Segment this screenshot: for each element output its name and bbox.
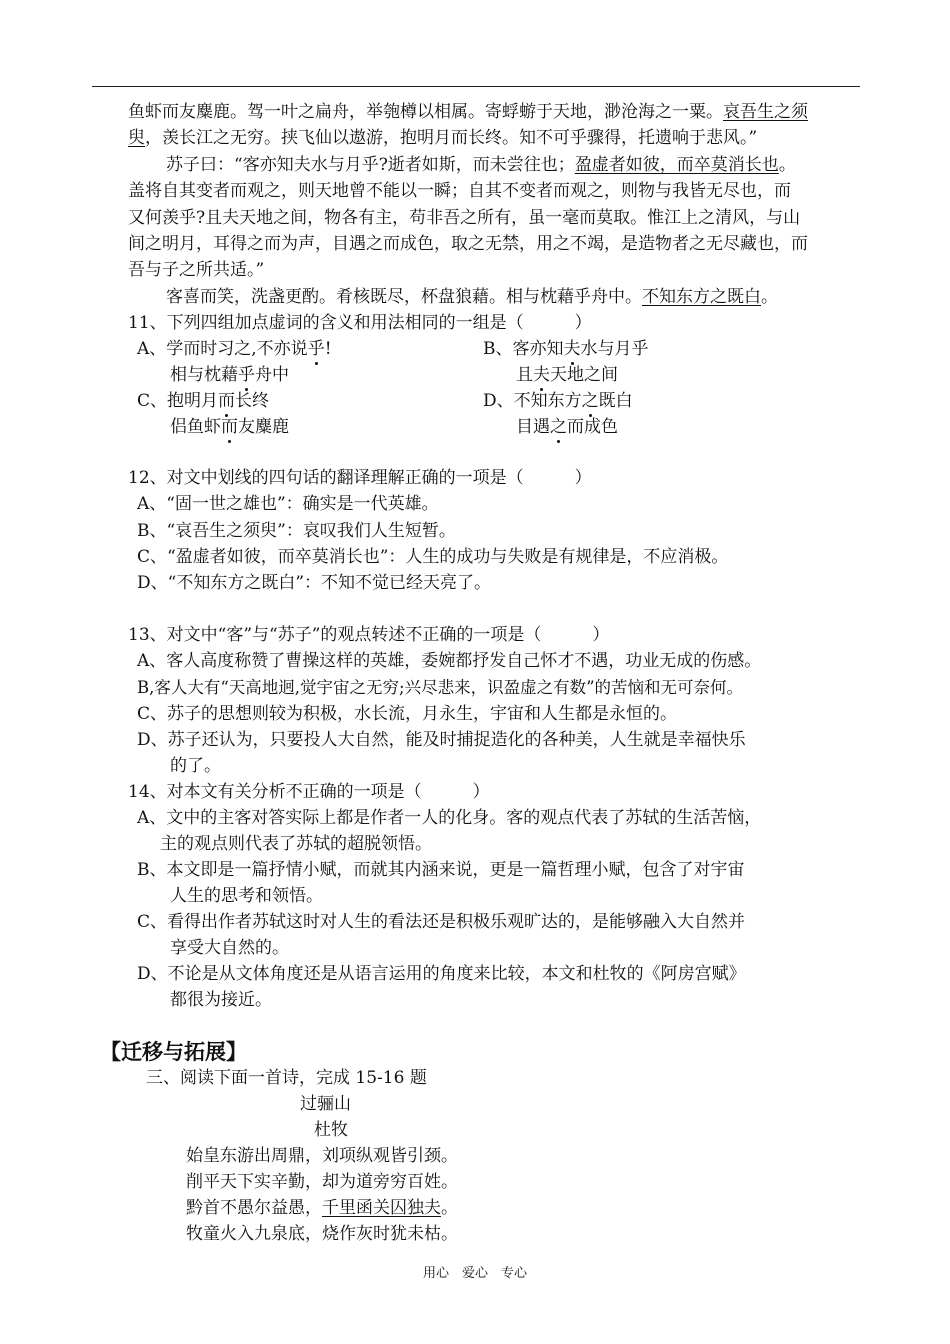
q11-option-b: B、客亦知夫水与月乎 <box>483 339 649 359</box>
poem-title: 过骊山 <box>300 1094 351 1114</box>
question-11-stem: 11、下列四组加点虚词的含义和用法相同的一组是（ ） <box>128 313 592 333</box>
question-13-stem: 13、对文中“客”与“苏子”的观点转述不正确的一项是（ ） <box>128 625 610 645</box>
passage-line: 苏子曰：“客亦知夫水与月乎?逝者如斯，而未尝往也；盈虚者如彼，而卒莫消长也。 <box>166 155 796 175</box>
q11-option-c: C、抱明月而长终 <box>137 391 270 411</box>
page-footer: 用心 爱心 专心 <box>422 1266 527 1281</box>
q11-option-d-line2: 目遇之而成色 <box>516 417 618 437</box>
q12-option-b: B、“哀吾生之须臾”：哀叹我们人生短暂。 <box>137 521 456 541</box>
q13-option-d-line2: 的了。 <box>170 756 221 776</box>
poem-line: 黔首不愚尔益愚，千里函关囚独夫。 <box>186 1198 458 1218</box>
passage-line: 客喜而笑，洗盏更酌。肴核既尽，杯盘狼藉。相与枕藉乎舟中。不知东方之既白。 <box>166 287 778 307</box>
passage-line: 间之明月，耳得之而为声，目遇之而成色，取之无禁，用之不竭，是造物者之无尽藏也，而 <box>128 234 808 254</box>
q14-option-b: B、本文即是一篇抒情小赋，而就其内涵来说，更是一篇哲理小赋，包含了对宇宙 <box>137 860 745 880</box>
q11-option-b-line2: 且夫天地之间 <box>516 365 618 385</box>
q11-option-c-line2: 侣鱼虾而友麋鹿 <box>170 417 289 437</box>
section-intro: 三、阅读下面一首诗，完成 15-16 题 <box>146 1068 427 1088</box>
question-12-stem: 12、对文中划线的四句话的翻译理解正确的一项是（ ） <box>128 468 592 488</box>
passage-line: 臾，羡长江之无穷。挟飞仙以遨游，抱明月而长终。知不可乎骤得，托遗响于悲风。” <box>128 128 758 148</box>
q14-option-a-line2: 主的观点则代表了苏轼的超脱领悟。 <box>160 834 432 854</box>
section-heading: 【迁移与拓展】 <box>100 1040 247 1064</box>
q12-option-d: D、“不知东方之既白”：不知不觉已经天亮了。 <box>137 573 492 593</box>
poem-line: 削平天下实辛勤，却为道旁穷百姓。 <box>186 1172 458 1192</box>
q11-option-d: D、不知东方之既白 <box>483 391 633 411</box>
q14-option-c-line2: 享受大自然的。 <box>170 938 289 958</box>
q14-option-d: D、不论是从文体角度还是从语言运用的角度来比较，本文和杜牧的《阿房宫赋》 <box>137 964 746 984</box>
passage-line: 吾与子之所共适。” <box>128 260 265 280</box>
header-rule <box>92 86 860 87</box>
q13-option-a: A、客人高度称赞了曹操这样的英雄，委婉都抒发自己怀才不遇，功业无成的伤感。 <box>137 651 762 671</box>
q12-option-c: C、“盈虚者如彼，而卒莫消长也”：人生的成功与失败是有规律是，不应消极。 <box>137 547 729 567</box>
q13-option-d: D、苏子还认为，只要投人大自然，能及时捕捉造化的各种美，人生就是幸福快乐 <box>137 730 746 750</box>
q14-option-d-line2: 都很为接近。 <box>170 990 272 1010</box>
q13-option-c: C、苏子的思想则较为积极，水长流，月永生，宇宙和人生都是永恒的。 <box>137 704 678 724</box>
q14-option-c: C、看得出作者苏轼这时对人生的看法还是积极乐观旷达的，是能够融入大自然并 <box>137 912 746 932</box>
q11-option-a-line2: 相与枕藉乎舟中 <box>170 365 289 385</box>
q11-option-a: A、学而时习之,不亦说乎! <box>137 339 332 359</box>
passage-line: 鱼虾而友麋鹿。驾一叶之扁舟，举匏樽以相属。寄蜉蝣于天地，渺沧海之一粟。哀吾生之须 <box>128 102 808 122</box>
poem-line: 始皇东游出周鼎，刘项纵观皆引颈。 <box>186 1146 458 1166</box>
q13-option-b: B,客人大有“天高地迥,觉宇宙之无穷;兴尽悲来，识盈虚之有数”的苦恼和无可奈何。 <box>137 678 744 697</box>
poem-author: 杜牧 <box>314 1120 348 1140</box>
q14-option-a: A、文中的主客对答实际上都是作者一人的化身。客的观点代表了苏轼的生活苦恼， <box>137 808 762 828</box>
passage-line: 又何羡乎?且夫天地之间，物各有主，苟非吾之所有，虽一毫而莫取。惟江上之清风，与山 <box>128 208 801 228</box>
question-14-stem: 14、对本文有关分析不正确的一项是（ ） <box>128 782 490 802</box>
poem-line: 牧童火入九泉底，烧作灰时犹未枯。 <box>186 1224 458 1244</box>
q12-option-a: A、“固一世之雄也”：确实是一代英雄。 <box>137 494 439 514</box>
passage-line: 盖将自其变者而观之，则天地曾不能以一瞬；自其不变者而观之，则物与我皆无尽也，而 <box>128 181 791 201</box>
q14-option-b-line2: 人生的思考和领悟。 <box>170 886 323 906</box>
